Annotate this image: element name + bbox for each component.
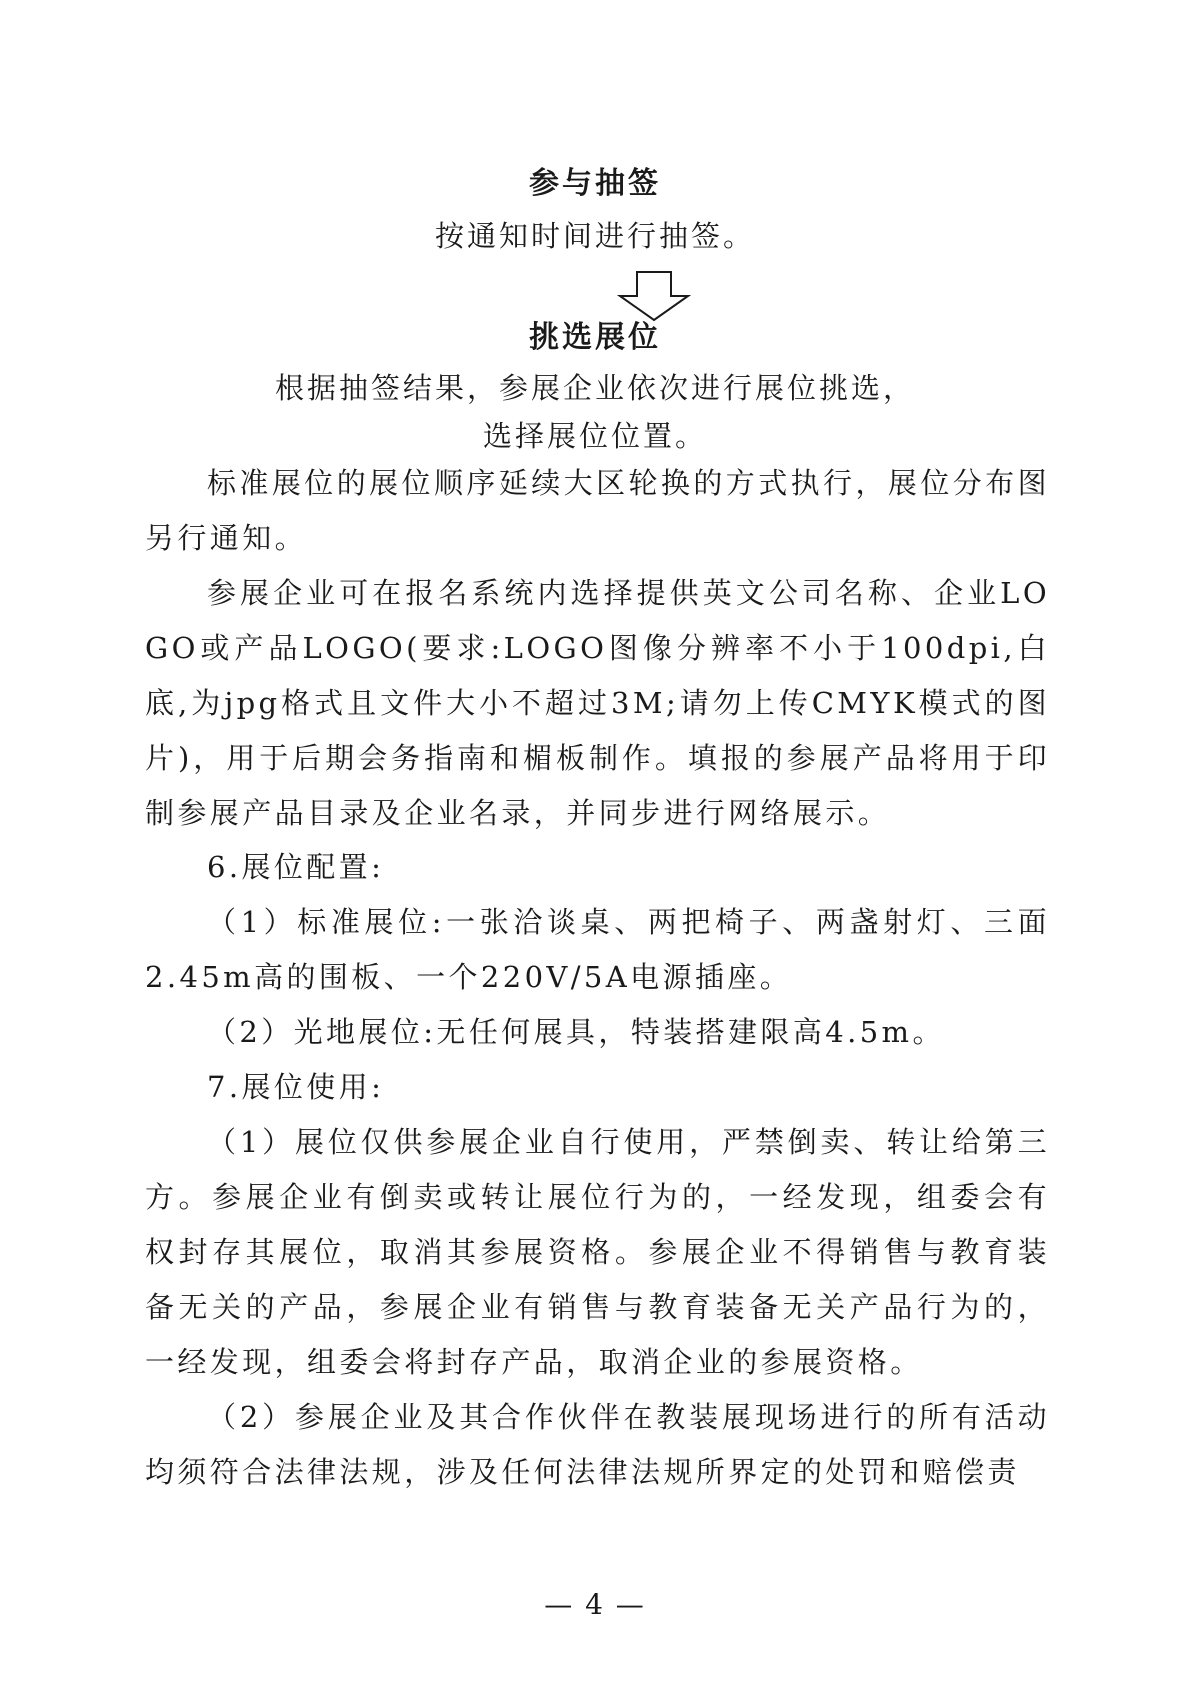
section-6-item-raw-space: （2）光地展位:无任何展具，特装搭建限高4.5m。	[207, 1015, 945, 1049]
step-title-choose-booth: 挑选展位	[529, 320, 661, 355]
paragraph-logo-requirements: 参展企业可在报名系统内选择提供英文公司名称、企业LOGO或产品LOGO(要求:LOGO图像分辨率不小于100dpi,白底,为jpg格式且文件大小不超过3M;请勿上传CMYK模式的图片)，用于后期会务指南和楣板制作。填报的参展产品将用于印制参展产品目录及企业名录，并同步进行网络展示。	[145, 576, 1050, 830]
section-7-heading: 7.展位使用:	[207, 1070, 385, 1104]
step-title-draw-lots: 参与抽签	[529, 166, 661, 201]
page-number: — 4 —	[544, 1588, 646, 1621]
step-desc-choose-booth-line1: 根据抽签结果，参展企业依次进行展位挑选，	[274, 371, 915, 405]
section-7-item-booth-use: （1）展位仅供参展企业自行使用，严禁倒卖、转让给第三方。参展企业有倒卖或转让展位行为的，一经发现，组委会有权封存其展位，取消其参展资格。参展企业不得销售与教育装备无关的产品，参展企业有销售与教育装备无关产品行为的，一经发现，组委会将封存产品，取消企业的参展资格。	[145, 1125, 1050, 1379]
section-7-item-legal-compliance: （2）参展企业及其合作伙伴在教装展现场进行的所有活动均须符合法律法规，涉及任何法律法规所界定的处罚和赔偿责	[145, 1400, 1050, 1489]
paragraph-booth-order: 标准展位的展位顺序延续大区轮换的方式执行，展位分布图另行通知。	[145, 466, 1050, 555]
section-6-heading: 6.展位配置:	[207, 850, 385, 884]
section-6-item-standard-booth: （1）标准展位:一张洽谈桌、两把椅子、两盏射灯、三面2.45m高的围板、一个220V/5A电源插座。	[145, 905, 1050, 994]
step-desc-choose-booth-line2: 选择展位位置。	[482, 419, 707, 453]
step-desc-draw-lots: 按通知时间进行抽签。	[434, 219, 755, 253]
